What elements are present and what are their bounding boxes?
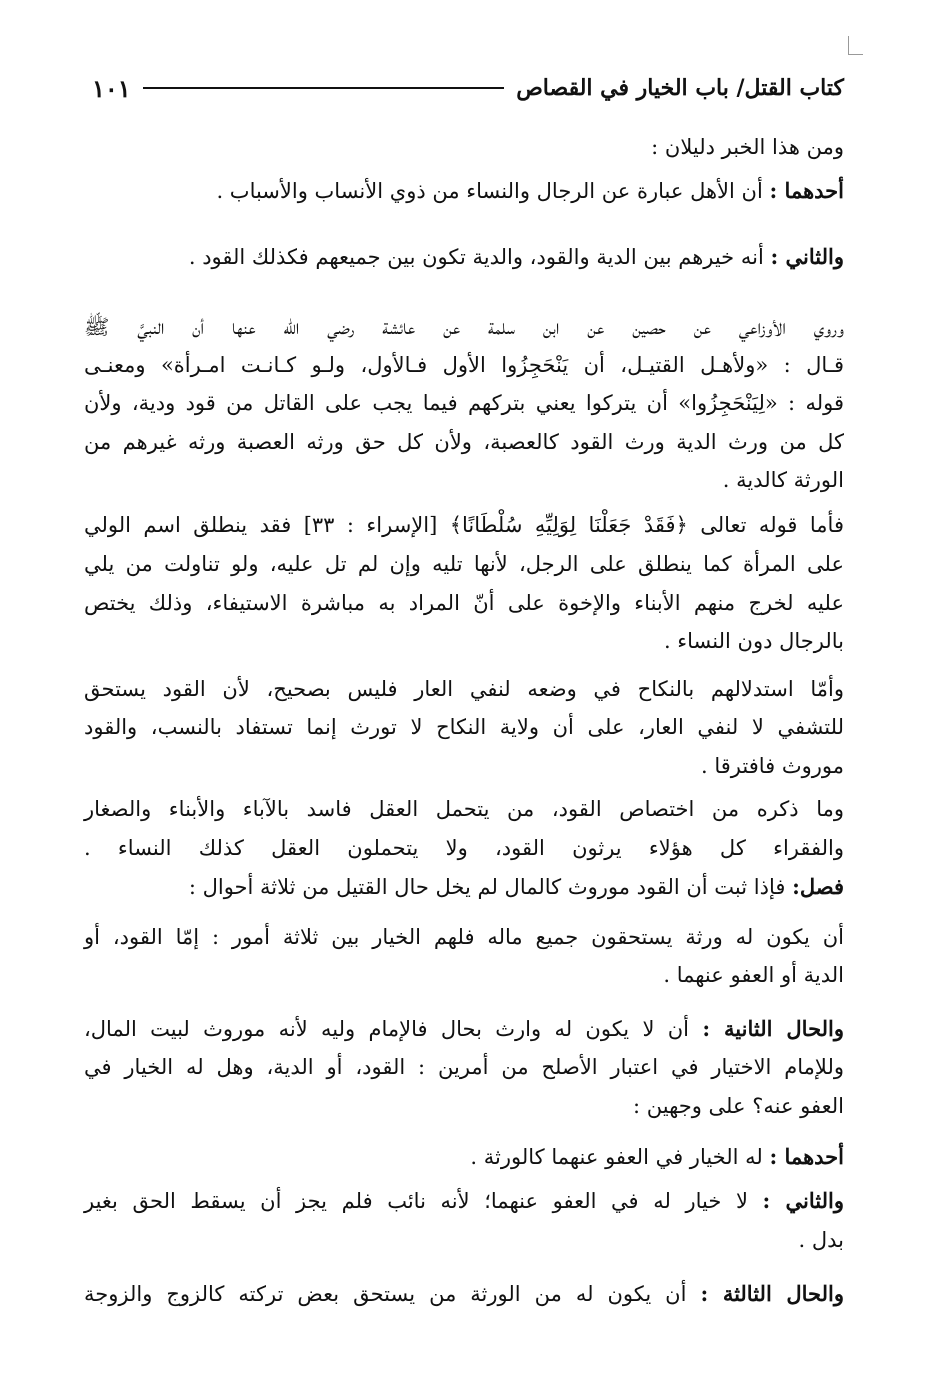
line-heading: أحدهما : bbox=[769, 178, 844, 203]
text-line bbox=[84, 918, 844, 956]
line-heading: أحدهما : bbox=[769, 1144, 844, 1169]
header-rule bbox=[143, 87, 505, 89]
chapter-title: كتاب القتل/ باب الخيار في القصاص bbox=[516, 75, 844, 101]
page-number: ١٠١ bbox=[92, 73, 131, 103]
text-line bbox=[84, 956, 844, 994]
line-text: أن الأهل عبارة عن الرجال والنساء من ذوي الأنساب والأسباب . bbox=[216, 179, 770, 203]
text-line bbox=[84, 708, 844, 746]
line-text: على المرأة كما ينطلق على الرجل، لأنها تليه وإن لم تل عليه، ولو تناولت من يلي bbox=[84, 552, 844, 576]
text-line bbox=[84, 670, 844, 708]
line-text: وروي الأوزاعي عن حصين عن ابن سلمة عن عائشة رضي الله عنها أن النبيَّ ﷺ bbox=[84, 315, 844, 339]
line-text: أنه خيرهم بين الدية والقود، والدية تكون بين جميعهم فكذلك القود . bbox=[188, 245, 771, 269]
text-line bbox=[84, 172, 844, 210]
line-text: الدية أو العفو عنهما . bbox=[663, 963, 844, 987]
line-text: قوله : «لِيَنْحَجِزُوا» أن يتركوا يعني بتركهم فيما يجب على القاتل من قود ودية، ولأن bbox=[84, 391, 844, 415]
line-heading: والحال الثانية : bbox=[702, 1016, 845, 1041]
line-text: بدل . bbox=[798, 1228, 844, 1252]
text-line bbox=[84, 128, 844, 166]
text-line bbox=[84, 1138, 844, 1176]
line-text: العفو عنه؟ على وجهين : bbox=[633, 1094, 844, 1118]
text-line bbox=[84, 545, 844, 583]
text-line bbox=[84, 1048, 844, 1086]
line-heading: والثاني : bbox=[770, 244, 844, 269]
text-line bbox=[84, 346, 844, 384]
line-heading: والثاني : bbox=[762, 1188, 844, 1213]
text-line bbox=[84, 238, 844, 276]
text-line bbox=[84, 1010, 844, 1048]
line-text: بالرجال دون النساء . bbox=[663, 629, 844, 653]
line-text: ومن هذا الخبر دليلان : bbox=[651, 135, 844, 159]
line-text: أن يكون له من الورثة من يستحق بعض تركته كالزوج والزوجة bbox=[84, 1282, 701, 1306]
running-header bbox=[92, 66, 844, 110]
line-text: قـال : «ولأهـل القتيـل، أن يَنْحَجِزُوا الأول فـالأول، ولـو كـانـت امـرأة» ومعنـى bbox=[84, 353, 844, 377]
line-text: كل من ورث الدية ورث القود كالعصبة، ولأن كل حق ورثه العصبة ورثه غيرهم من bbox=[84, 430, 844, 454]
line-text: وأمّا استدلالهم بالنكاح في وضعه لنفي العار فليس بصحيح، لأن القود يستحق bbox=[84, 677, 844, 701]
text-line bbox=[84, 790, 844, 828]
line-text: للتشفي لا لنفي العار، على أن ولاية النكاح لا تورث إنما تستفاد بالنسب، والقود bbox=[84, 715, 844, 739]
line-text: الورثة كالدية . bbox=[722, 468, 844, 492]
text-line bbox=[84, 1087, 844, 1125]
line-text: وللإمام الاختيار في اعتبار الأصلح من أمرين : القود، أو الدية، وهل له الخيار في bbox=[84, 1055, 844, 1079]
text-line bbox=[84, 423, 844, 461]
text-line bbox=[84, 384, 844, 422]
line-heading: والحال الثالثة : bbox=[700, 1281, 844, 1306]
text-line bbox=[84, 506, 844, 544]
text-line bbox=[84, 1182, 844, 1220]
text-line bbox=[84, 584, 844, 622]
line-text: عليه لخرج منهم الأبناء والإخوة على أنّ المراد به مباشرة الاستيفاء، وذلك يختص bbox=[84, 591, 844, 615]
text-line bbox=[84, 1221, 844, 1259]
line-text: أن يكون له ورثة يستحقون جميع ماله فلهم الخيار بين ثلاثة أمور : إمّا القود، أو bbox=[84, 925, 844, 949]
text-line bbox=[84, 461, 844, 499]
line-text: لا خيار له في العفو عنهما؛ لأنه نائب فلم يجز أن يسقط الحق بغير bbox=[84, 1189, 763, 1213]
text-line bbox=[84, 829, 844, 867]
line-text: والفقراء كل هؤلاء يرثون القود، ولا يتحملون العقل كذلك النساء . bbox=[84, 836, 844, 860]
line-text: فأما قوله تعالى ﴿فَقَدْ جَعَلْنَا لِوَلِيِّهِ سُلْطَانًا﴾ [الإسراء : ٣٣] فقد ينطلق اسم الولي bbox=[84, 513, 844, 537]
text-line bbox=[84, 747, 844, 785]
text-line bbox=[84, 308, 844, 346]
line-text: موروث فافترقا . bbox=[700, 754, 844, 778]
corner-mark bbox=[848, 36, 863, 55]
line-text: له الخيار في العفو عنهما كالورثة . bbox=[470, 1145, 770, 1169]
text-line bbox=[84, 1275, 844, 1313]
line-text: أن لا يكون له وارث بحال فالإمام وليه لأنه موروث لبيت المال، bbox=[84, 1017, 703, 1041]
text-line bbox=[84, 868, 844, 906]
line-text: وما ذكره من اختصاص القود، من يتحمل العقل فاسد بالآباء والأبناء والصغار bbox=[84, 797, 844, 821]
text-line bbox=[84, 622, 844, 660]
line-heading: فصل: bbox=[792, 874, 844, 899]
line-text: فإذا ثبت أن القود موروث كالمال لم يخل حال القتيل من ثلاثة أحوال : bbox=[188, 875, 793, 899]
